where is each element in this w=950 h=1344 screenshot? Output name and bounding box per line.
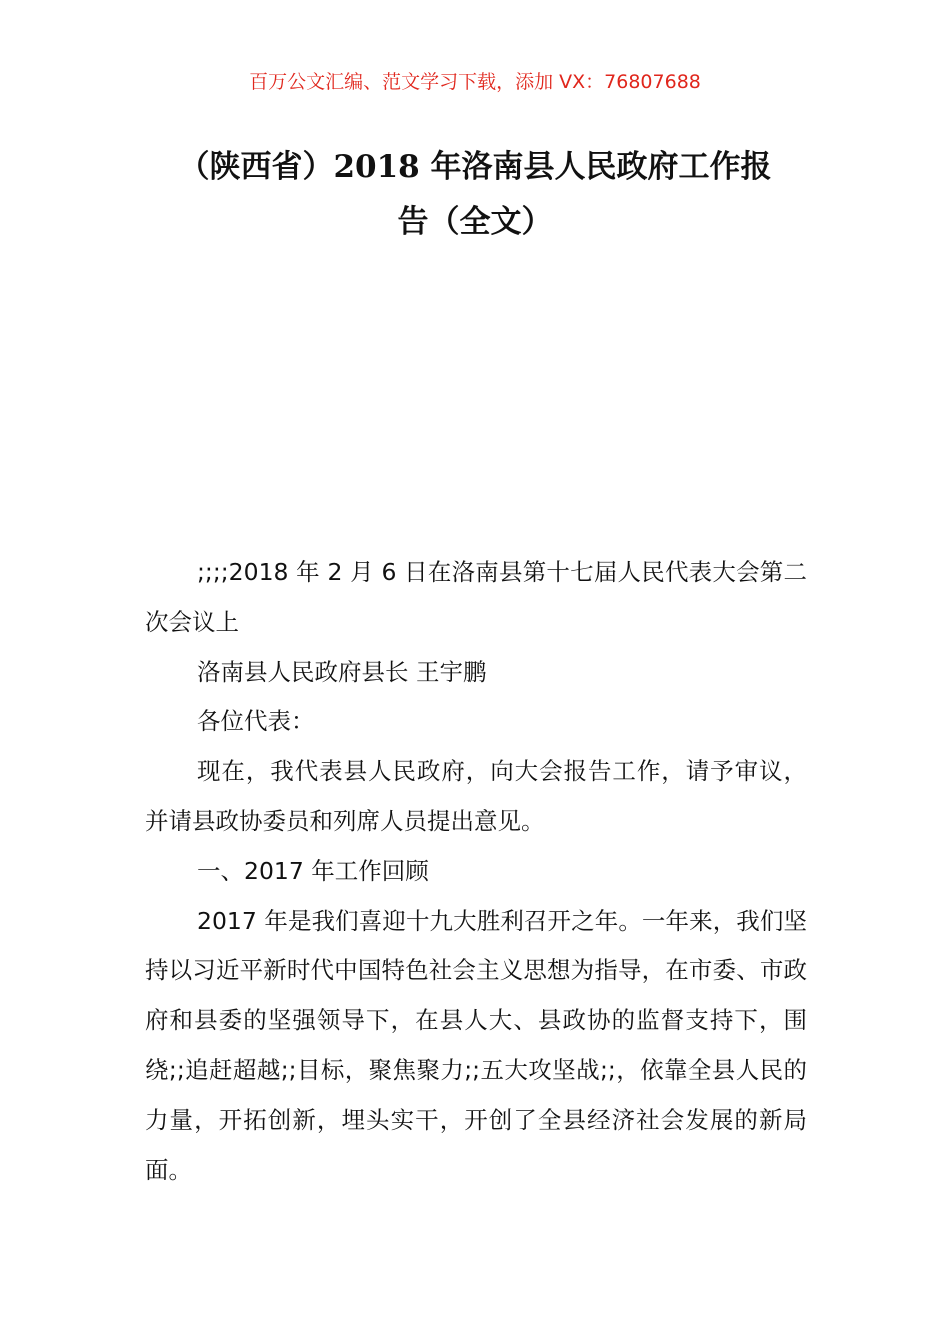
document-title — [140, 140, 810, 250]
header-watermark: 百万公文汇编、范文学习下载，添加 VX：76807688 — [249, 71, 701, 93]
paragraph-speaker: 洛南县人民政府县长 王宇鹏 — [197, 657, 487, 686]
paragraph-salutation: 各位代表： — [197, 707, 315, 736]
title-line-1: （陕西省）2018 年洛南县人民政府工作报 — [178, 149, 772, 185]
title-line-2: 告（全文） — [397, 204, 553, 240]
document-body — [145, 548, 807, 1195]
section-heading: 一、2017 年工作回顾 — [197, 856, 429, 885]
paragraph-intro: 现在，我代表县人民政府，向大会报告工作，请予审议，并请县政协委员和列席人员提出意见。 — [145, 757, 807, 835]
paragraph-review: 2017 年是我们喜迎十九大胜利召开之年。一年来，我们坚持以习近平新时代中国特色社会主义思想为指导，在市委、市政府和县委的坚强领导下，在县人大、县政协的监督支持下，围绕;;追赶超越;;目标，聚焦聚力;;五大攻坚战;;，依靠全县人民的力量，开拓创新，埋头实干，开创了全县经济社会发展的新局面。 — [145, 906, 807, 1184]
paragraph-meeting-info: ;;;;2018 年 2 月 6 日在洛南县第十七届人民代表大会第二次会议上 — [145, 558, 807, 636]
